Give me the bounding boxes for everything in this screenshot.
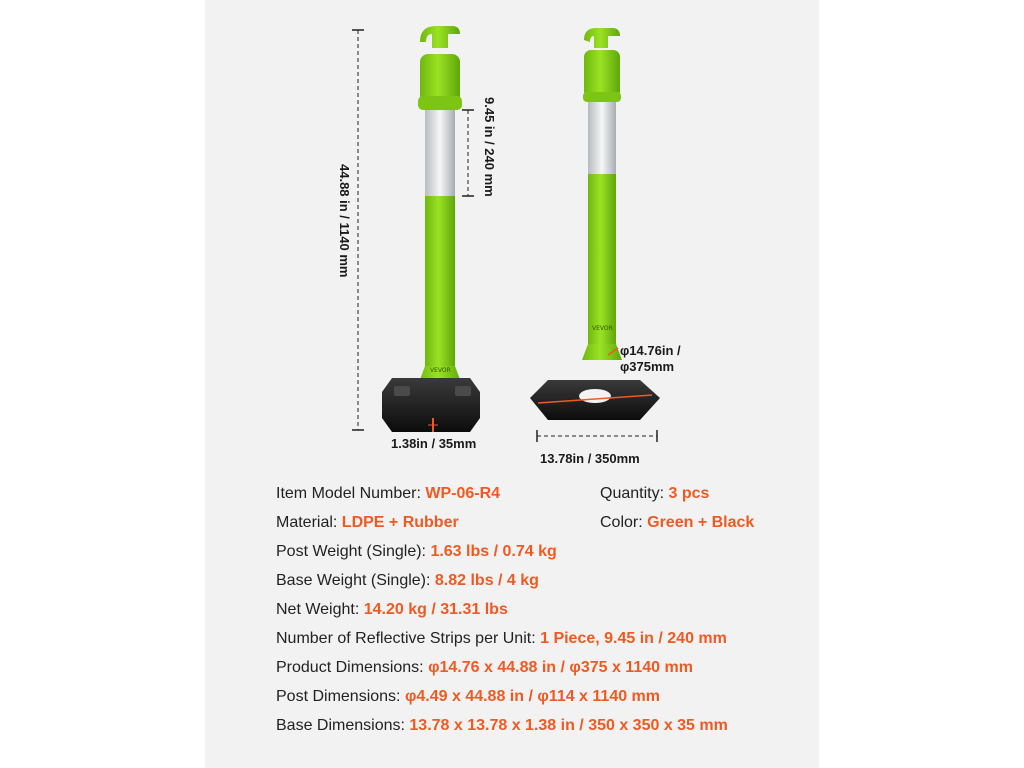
spec-label: Item Model Number: — [276, 485, 426, 502]
spec-label: Base Dimensions: — [276, 717, 410, 734]
spec-label: Post Weight (Single): — [276, 543, 431, 560]
spec-value: 14.20 kg / 31.31 lbs — [363, 601, 508, 618]
left-delineator-post — [382, 26, 480, 432]
spec-row-material — [276, 513, 796, 542]
spec-value: 13.78 x 13.78 x 1.38 in / 350 x 350 x 35 mm — [409, 717, 728, 734]
spec-row-base-weight — [276, 571, 796, 600]
spec-label: Number of Reflective Strips per Unit: — [276, 630, 541, 647]
spec-value: LDPE + Rubber — [341, 514, 459, 531]
spec-list — [276, 484, 796, 745]
vevor-logo-right: VEVOR — [592, 325, 613, 332]
spec-row-product-dimensions — [276, 658, 796, 687]
spec-value: 3 pcs — [668, 485, 710, 502]
spec-row-post-weight — [276, 542, 796, 571]
spec-label: Net Weight: — [276, 601, 364, 618]
top-diameter-line-2: φ375mm — [620, 359, 675, 375]
strip-dimension-line — [462, 110, 474, 196]
spec-value: Green + Black — [647, 514, 755, 531]
total-height-label: 44.88 in / 1140 mm — [337, 164, 352, 278]
spec-value: 1 Piece, 9.45 in / 240 mm — [540, 630, 727, 647]
spec-label: Material: — [276, 514, 342, 531]
spec-value: φ14.76 x 44.88 in / φ375 x 1140 mm — [428, 659, 693, 676]
spec-label: Product Dimensions: — [276, 659, 429, 676]
height-dimension-line — [352, 30, 364, 430]
spec-label: Color: — [600, 514, 648, 531]
top-diameter-line-1: φ14.76in / — [620, 343, 681, 358]
base-width-label: 13.78in / 350mm — [540, 451, 640, 466]
spec-row-strips — [276, 629, 796, 658]
spec-label: Quantity: — [600, 485, 669, 502]
spec-row-model — [276, 484, 796, 513]
spec-value: 8.82 lbs / 4 kg — [434, 572, 539, 589]
spec-label: Base Weight (Single): — [276, 572, 435, 589]
spec-row-base-dimensions — [276, 716, 796, 745]
spec-value: WP-06-R4 — [425, 485, 501, 502]
spec-row-post-dimensions — [276, 687, 796, 716]
spec-label: Post Dimensions: — [276, 688, 405, 705]
right-rubber-base — [530, 380, 660, 420]
spec-color — [600, 513, 754, 533]
spec-value: φ4.49 x 44.88 in / φ114 x 1140 mm — [404, 688, 661, 705]
spec-value: 1.63 lbs / 0.74 kg — [430, 543, 557, 560]
base-width-dimension-line — [537, 430, 657, 442]
base-thickness-label: 1.38in / 35mm — [391, 436, 477, 451]
right-delineator-post — [582, 28, 622, 360]
spec-quantity — [600, 484, 709, 504]
top-diameter-label — [620, 343, 681, 376]
vevor-logo-left: VEVOR — [430, 367, 451, 374]
spec-row-net-weight — [276, 600, 796, 629]
strip-height-label: 9.45 in / 240 mm — [482, 97, 497, 197]
